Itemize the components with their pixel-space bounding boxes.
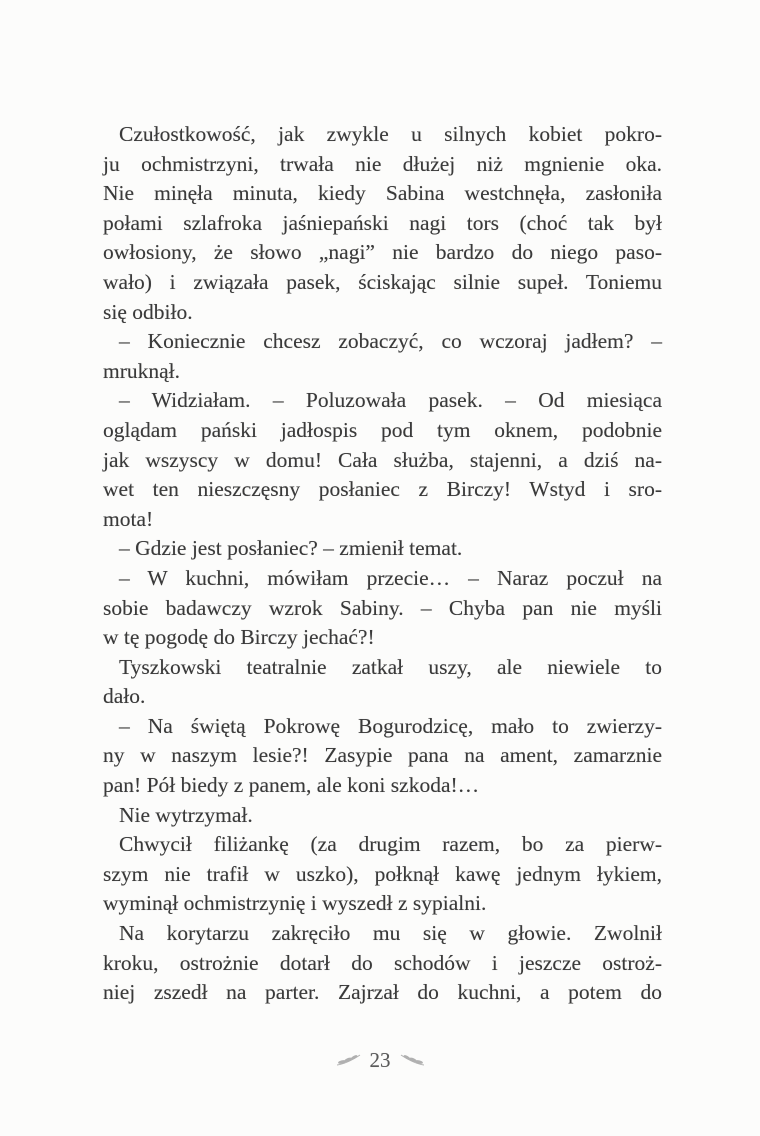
- text-line: – W kuchni, mówiłam przecie… – Naraz poczuł na: [119, 565, 662, 590]
- text-line: kroku, ostrożnie dotarł do schodów i jeszcze ostroż-: [103, 950, 662, 975]
- text-line: się odbiło.: [103, 299, 193, 324]
- page-footer: [0, 1048, 760, 1072]
- text-line: – Gdzie jest posłaniec? – zmienił temat.: [119, 536, 463, 561]
- text-line: dało.: [103, 684, 146, 709]
- text-line: Chwycił filiżankę (za drugim razem, bo za pierw-: [119, 832, 662, 857]
- text-line: jak wszyscy w domu! Cała służba, stajenni, a dziś na-: [103, 447, 662, 472]
- text-line: owłosiony, że słowo „nagi” nie bardzo do niego paso-: [103, 240, 662, 265]
- body-text: [103, 120, 662, 1008]
- text-line: niej zszedł na parter. Zajrzał do kuchni, a potem do: [103, 980, 662, 1005]
- text-line: ny w naszym lesie?! Zasypie pana na ament, zamarznie: [103, 743, 662, 768]
- leaf-sprig-icon: [400, 1053, 424, 1067]
- text-line: sobie badawczy wzrok Sabiny. – Chyba pan nie myśli: [103, 595, 662, 620]
- text-line: Na korytarzu zakręciło mu się w głowie. Zwolnił: [119, 921, 662, 946]
- text-line: wało) i związała pasek, ściskając silnie supeł. Toniemu: [103, 269, 662, 294]
- text-line: oglądam pański jadłospis pod tym oknem, podobnie: [103, 417, 662, 442]
- text-line: mruknął.: [103, 358, 181, 383]
- text-line: połami szlafroka jaśniepański nagi tors (choć tak był: [103, 210, 662, 235]
- text-line: – Koniecznie chcesz zobaczyć, co wczoraj jadłem? –: [119, 329, 662, 354]
- page-number: 23: [369, 1048, 391, 1072]
- text-line: Nie minęła minuta, kiedy Sabina westchnęła, zasłoniła: [103, 181, 662, 206]
- text-line: pan! Pół biedy z panem, ale koni szkoda!…: [103, 773, 480, 798]
- text-line: Nie wytrzymał.: [119, 802, 253, 827]
- text-line: wet ten nieszczęsny posłaniec z Birczy! Wstyd i sro-: [103, 477, 662, 502]
- text-line: – Widziałam. – Poluzowała pasek. – Od miesiąca: [119, 388, 662, 413]
- text-line: Tyszkowski teatralnie zatkał uszy, ale niewiele to: [119, 654, 662, 679]
- text-line: szym nie trafił w uszko), połknął kawę jednym łykiem,: [103, 861, 662, 886]
- text-line: wyminął ochmistrzynię i wyszedł z sypialni.: [103, 891, 487, 916]
- leaf-sprig-icon: [337, 1053, 361, 1067]
- text-line: ju ochmistrzyni, trwała nie dłużej niż mgnienie oka.: [103, 151, 662, 176]
- text-line: mota!: [103, 506, 154, 531]
- text-line: Czułostkowość, jak zwykle u silnych kobiet pokro-: [119, 122, 662, 146]
- text-line: w tę pogodę do Birczy jechać?!: [103, 625, 375, 650]
- text-line: – Na świętą Pokrowę Bogurodzicę, mało to zwierzy-: [119, 713, 662, 738]
